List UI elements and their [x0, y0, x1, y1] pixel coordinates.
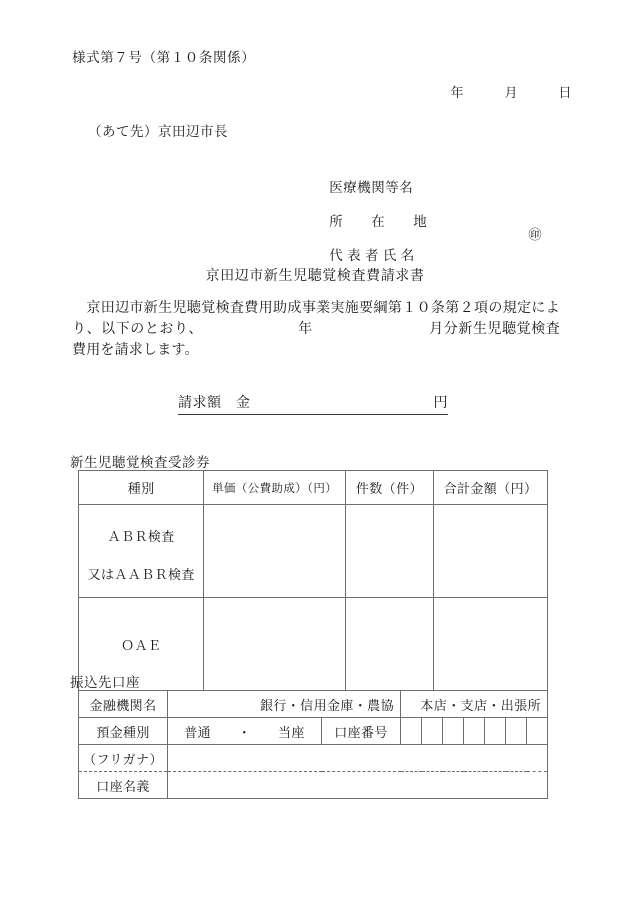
- account-digit-5[interactable]: [485, 718, 506, 745]
- claim-amount-unit: 円: [433, 396, 448, 411]
- account-digit-6[interactable]: [506, 718, 527, 745]
- table-row: [79, 505, 548, 598]
- exam-table: [78, 470, 548, 691]
- row-label-abr: [79, 505, 204, 598]
- bank-section-label: 振込先口座: [70, 675, 140, 690]
- applicant-block: [306, 160, 556, 262]
- cell-oae-total[interactable]: [434, 598, 548, 691]
- table-header-row: [79, 471, 548, 505]
- column-header-type: 種別: [79, 471, 204, 505]
- representative-label: 代 表 者 氏 名: [329, 248, 415, 263]
- claim-amount-label: 請求額 金: [178, 396, 251, 411]
- cell-abr-unit-price[interactable]: [204, 505, 345, 598]
- bank-account-type-row: [79, 718, 548, 745]
- institution-name-label: 医療機関等名: [329, 180, 414, 195]
- furigana-input[interactable]: [168, 745, 548, 772]
- institution-type-options[interactable]: 銀行・信用金庫・農協: [168, 691, 401, 718]
- address-label: 所 在 地: [329, 214, 428, 229]
- form-number: 様式第７号（第１０条関係）: [72, 50, 256, 65]
- cell-oae-unit-price[interactable]: [204, 598, 345, 691]
- address-field: [306, 194, 556, 228]
- account-name-label: 口座名義: [79, 772, 168, 799]
- cell-abr-count[interactable]: [345, 505, 433, 598]
- account-type-options[interactable]: 普通 ・ 当座: [168, 718, 322, 745]
- seal-icon: ㊞: [528, 227, 542, 242]
- account-digit-4[interactable]: [464, 718, 485, 745]
- page-title: 京田辺市新生児聴覚検査費請求書: [205, 269, 425, 284]
- bank-institution-row: [79, 691, 548, 718]
- claim-amount-line: [178, 392, 448, 415]
- bank-furigana-row: [79, 745, 548, 772]
- account-digit-1[interactable]: [401, 718, 422, 745]
- date-line: 年 月 日: [450, 85, 572, 100]
- account-type-label: 預金種別: [79, 718, 168, 745]
- column-header-count: 件数（件）: [345, 471, 433, 505]
- representative-field: [306, 228, 556, 262]
- row-label-abr-line2: 又はＡＡＢＲ検査: [87, 567, 195, 582]
- account-digit-2[interactable]: [422, 718, 443, 745]
- branch-type-options[interactable]: 本店・支店・出張所: [401, 691, 548, 718]
- institution-name-field: [306, 160, 556, 194]
- row-label-abr-line1: ＡＢＲ検査: [107, 529, 175, 544]
- furigana-label: （フリガナ）: [79, 745, 168, 772]
- exam-section-label: 新生児聴覚検査受診券: [70, 455, 210, 470]
- bank-table: [78, 690, 548, 799]
- institution-name-label: 金融機関名: [79, 691, 168, 718]
- column-header-total: 合計金額（円）: [434, 471, 548, 505]
- cell-oae-count[interactable]: [345, 598, 433, 691]
- account-digit-3[interactable]: [443, 718, 464, 745]
- bank-account-name-row: [79, 772, 548, 799]
- account-digit-7[interactable]: [527, 718, 548, 745]
- cell-abr-total[interactable]: [434, 505, 548, 598]
- account-number-label: 口座番号: [322, 718, 401, 745]
- body-paragraph: 京田辺市新生児聴覚検査費用助成事業実施要綱第１０条第２項の規定により、以下のとおり、 年 月分新生児聴覚検査費用を請求します。: [72, 301, 560, 358]
- table-row: [79, 598, 548, 691]
- account-name-input[interactable]: [168, 772, 548, 799]
- column-header-unit-price: 単価（公費助成）（円）: [204, 471, 345, 505]
- addressee-line: （あて先）京田辺市長: [88, 124, 228, 139]
- row-label-oae: ＯＡＥ: [79, 598, 204, 691]
